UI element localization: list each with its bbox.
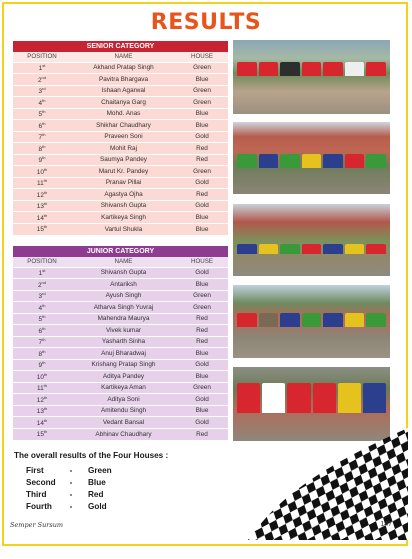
name-cell: Ishaan Agarwal <box>71 85 176 97</box>
table-row <box>13 325 228 337</box>
table-row <box>13 166 228 178</box>
house-cell: Red <box>176 143 228 155</box>
house-cell: Green <box>176 62 228 74</box>
name-cell: Pranav Pillai <box>71 177 176 189</box>
name-cell: Praveen Soni <box>71 131 176 143</box>
column-header-name: NAME <box>71 257 176 267</box>
junior-results-table <box>13 246 228 440</box>
position-cell: 4th <box>13 302 71 314</box>
senior-category-header: SENIOR CATEGORY <box>13 41 228 52</box>
position-cell: 3rd <box>13 290 71 302</box>
table-row <box>13 405 228 417</box>
position-cell: 7th <box>13 336 71 348</box>
name-cell: Chaitanya Garg <box>71 97 176 109</box>
table-row <box>13 223 228 235</box>
house-cell: Blue <box>176 223 228 235</box>
overall-dash: - <box>69 465 73 475</box>
name-cell: Agastya Ojha <box>71 189 176 201</box>
house-cell: Blue <box>176 108 228 120</box>
house-cell: Gold <box>176 177 228 189</box>
house-cell: Blue <box>176 120 228 132</box>
position-cell: 9th <box>13 154 71 166</box>
table-row <box>13 189 228 201</box>
table-row <box>13 348 228 360</box>
name-cell: Shikhar Chaudhary <box>71 120 176 132</box>
name-cell: Mohit Raj <box>71 143 176 155</box>
race-photo-4 <box>233 285 390 358</box>
house-cell: Green <box>176 382 228 394</box>
overall-dash: - <box>69 501 73 511</box>
position-cell: 15th <box>13 223 71 235</box>
overall-dash: - <box>69 477 73 487</box>
table-row <box>13 74 228 86</box>
table-row <box>13 85 228 97</box>
position-cell: 6th <box>13 120 71 132</box>
position-cell: 5th <box>13 313 71 325</box>
table-row <box>13 267 228 279</box>
position-cell: 14th <box>13 417 71 429</box>
name-cell: Vivek kumar <box>71 325 176 337</box>
name-cell: Vartul Shukla <box>71 223 176 235</box>
table-row <box>13 62 228 74</box>
overall-result-row <box>14 476 168 488</box>
name-cell: Vedant Bansal <box>71 417 176 429</box>
column-header-name: NAME <box>71 52 176 62</box>
name-cell: Mahendra Maurya <box>71 313 176 325</box>
column-header-position: POSITION <box>13 257 71 267</box>
position-cell: 13th <box>13 405 71 417</box>
name-cell: Aditya Pandey <box>71 371 176 383</box>
table-row <box>13 371 228 383</box>
house-cell: Red <box>176 313 228 325</box>
house-cell: Green <box>176 290 228 302</box>
column-header-house: HOUSE <box>176 257 228 267</box>
house-cell: Red <box>176 336 228 348</box>
race-photo-3 <box>233 204 390 276</box>
house-cell: Blue <box>176 279 228 291</box>
position-cell: 8th <box>13 348 71 360</box>
table-row <box>13 359 228 371</box>
position-cell: 12th <box>13 189 71 201</box>
name-cell: Anuj Bharadwaj <box>71 348 176 360</box>
table-row <box>13 290 228 302</box>
overall-result-row <box>14 500 168 512</box>
junior-category-header: JUNIOR CATEGORY <box>13 246 228 257</box>
name-cell: Kartikeya Singh <box>71 212 176 224</box>
overall-result-row <box>14 464 168 476</box>
position-cell: 11th <box>13 382 71 394</box>
house-cell: Gold <box>176 394 228 406</box>
house-cell: Blue <box>176 348 228 360</box>
name-cell: Amitendu Singh <box>71 405 176 417</box>
name-cell: Marut Kr. Pandey <box>71 166 176 178</box>
page-title: RESULTS <box>150 10 262 35</box>
overall-place: First <box>26 465 44 475</box>
position-cell: 15th <box>13 428 71 440</box>
name-cell: Akhand Pratap Singh <box>71 62 176 74</box>
table-row <box>13 279 228 291</box>
house-cell: Blue <box>176 74 228 86</box>
overall-place: Fourth <box>26 501 52 511</box>
overall-house: Gold <box>88 501 107 511</box>
table-row <box>13 177 228 189</box>
overall-place: Third <box>26 489 47 499</box>
position-cell: 14th <box>13 212 71 224</box>
name-cell: Antariksh <box>71 279 176 291</box>
house-cell: Red <box>176 154 228 166</box>
overall-house: Green <box>88 465 112 475</box>
table-row <box>13 143 228 155</box>
position-cell: 6th <box>13 325 71 337</box>
table-row <box>13 131 228 143</box>
name-cell: Mohd. Anas <box>71 108 176 120</box>
name-cell: Atharva Singh Yuvraj <box>71 302 176 314</box>
table-row <box>13 302 228 314</box>
position-cell: 2nd <box>13 279 71 291</box>
position-cell: 3rd <box>13 85 71 97</box>
house-cell: Blue <box>176 405 228 417</box>
position-cell: 1st <box>13 62 71 74</box>
overall-results <box>14 451 168 512</box>
table-row <box>13 417 228 429</box>
name-cell: Aditya Soni <box>71 394 176 406</box>
overall-house: Red <box>88 489 104 499</box>
table-row <box>13 428 228 440</box>
position-cell: 11th <box>13 177 71 189</box>
position-cell: 10th <box>13 371 71 383</box>
race-photo-1 <box>233 40 390 114</box>
column-header-position: POSITION <box>13 52 71 62</box>
house-cell: Gold <box>176 200 228 212</box>
house-cell: Gold <box>176 131 228 143</box>
table-row <box>13 336 228 348</box>
house-cell: Green <box>176 302 228 314</box>
position-cell: 13th <box>13 200 71 212</box>
name-cell: Yasharth Sinha <box>71 336 176 348</box>
name-cell: Saumya Pandey <box>71 154 176 166</box>
table-row <box>13 120 228 132</box>
house-cell: Gold <box>176 359 228 371</box>
house-cell: Gold <box>176 267 228 279</box>
house-cell: Green <box>176 166 228 178</box>
overall-results-title: The overall results of the Four Houses : <box>14 451 169 460</box>
name-cell: Abhinav Chaudhary <box>71 428 176 440</box>
house-cell: Red <box>176 428 228 440</box>
overall-house: Blue <box>88 477 106 487</box>
house-cell: Gold <box>176 417 228 429</box>
race-photo-2 <box>233 122 390 194</box>
position-cell: 1st <box>13 267 71 279</box>
position-cell: 2nd <box>13 74 71 86</box>
house-cell: Red <box>176 325 228 337</box>
table-row <box>13 97 228 109</box>
name-cell: Shivansh Gupta <box>71 200 176 212</box>
table-row <box>13 394 228 406</box>
name-cell: Pavitra Bhargava <box>71 74 176 86</box>
position-cell: 4th <box>13 97 71 109</box>
position-cell: 10th <box>13 166 71 178</box>
house-cell: Red <box>176 189 228 201</box>
name-cell: Ayush Singh <box>71 290 176 302</box>
position-cell: 5th <box>13 108 71 120</box>
house-cell: Blue <box>176 212 228 224</box>
table-row <box>13 382 228 394</box>
name-cell: Shivansh Gupta <box>71 267 176 279</box>
page-number: 147 <box>380 521 392 528</box>
position-cell: 7th <box>13 131 71 143</box>
footer-magazine-name: Semper Sursum <box>10 521 64 529</box>
senior-results-table <box>13 41 228 235</box>
table-row <box>13 108 228 120</box>
table-row <box>13 313 228 325</box>
name-cell: Kartikeya Aman <box>71 382 176 394</box>
house-cell: Blue <box>176 371 228 383</box>
position-cell: 12th <box>13 394 71 406</box>
house-cell: Green <box>176 97 228 109</box>
column-header-house: HOUSE <box>176 52 228 62</box>
name-cell: Krishang Pratap Singh <box>71 359 176 371</box>
overall-result-row <box>14 488 168 500</box>
table-row <box>13 200 228 212</box>
position-cell: 8th <box>13 143 71 155</box>
position-cell: 9th <box>13 359 71 371</box>
overall-dash: - <box>69 489 73 499</box>
house-cell: Green <box>176 85 228 97</box>
table-row <box>13 212 228 224</box>
table-row <box>13 154 228 166</box>
overall-place: Second <box>26 477 56 487</box>
